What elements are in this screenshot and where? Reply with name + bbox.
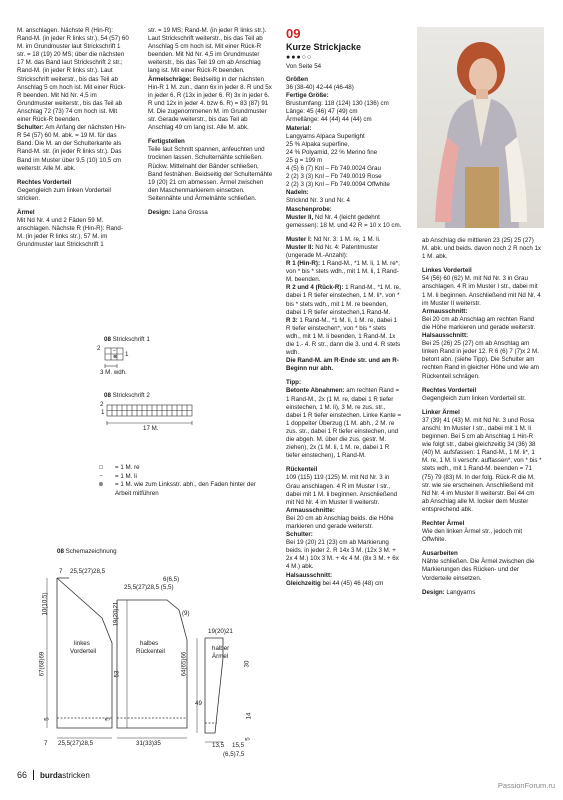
knit-symbol: – — [113, 347, 116, 354]
dimension-label: 7 — [44, 740, 48, 747]
paragraph: Bei 19 (20) 21 (23) cm ab Markierung beids. in jeder 2. R 14x 3 M. (12x 3 M. + 2x 4 M.) 10x 3 M. + 4x 4 M. (8x 3 M. + 6x 4 M.) abk. — [286, 539, 399, 571]
legend-text: = 1 M. wie zum Linksstr. abh., den Faden hinter der Arbeit mitführen — [115, 481, 256, 497]
heading-maschenprobe: Maschenprobe: — [286, 205, 332, 213]
paragraph: 37 (39) 41 (43) M. mit Nd Nr. 3 und Rosa anschl. Im Muster I str., dabei mit 1 M. li beginnen. Bei 5 cm ab Anschlag 1 Hin-R wie folgt str., dabei gleichzeitig 34 (36) 38 (40) M. aufsfassen: 1 Rand-M., 1 M. li*, 1 M. re, 1 M. li verschr. auffassen*, von * bis * stets wdh., mit 1 Rand-M. beenden = 71 (75) 79 (83) M. In der folg. Rück-R die M. str. wie sie erscheinen. Anschließend mit Nd Nr. 4 im Muster II weiterstr. Bei 44 cm ab Anschlag alle M. locker dem Muster entsprechend abk. — [422, 416, 542, 513]
heading-nadeln: Nadeln: — [286, 189, 309, 197]
paragraph: 109 (115) 119 (125) M. mit Nd Nr. 3 in Grau anschlagen. 4 R im Muster I str., dabei mit 1 M. li beginnen. Anschließend mit Nd Nr. 4 im Muster II weiterstr. — [286, 474, 398, 506]
dimension-label: 19(20)21 — [112, 601, 120, 627]
chart-2-row-label: 2 — [100, 401, 104, 408]
dimension-label: 6(6,5) — [163, 576, 180, 583]
paragraph: Gegengleich zum linken Vorderteil str. — [422, 394, 526, 402]
dimension-label: 30 — [243, 660, 251, 668]
heading-schulter: Schulter: — [286, 531, 313, 539]
paragraph: Bei 20 cm ab Anschlag beids. die Höhe markieren und gerade weiterstr. — [286, 514, 394, 530]
pattern-number: 09 — [286, 26, 301, 41]
subheading: Schulter: — [17, 124, 44, 132]
heading-groessen: Größen — [286, 76, 309, 83]
model-illustration — [417, 27, 544, 228]
paragraph — [286, 580, 402, 588]
dimension-label: 19(20)21 — [208, 628, 233, 635]
chart-2-title — [104, 392, 150, 400]
footer-divider — [33, 770, 34, 780]
dimension-label: (9) — [182, 610, 190, 617]
dimension-label: 53 — [113, 670, 121, 678]
bold-text: Die Rand-M. am R-Ende str. und am R-Beginn nur abh. — [286, 357, 399, 373]
piece-label: halbes — [140, 640, 159, 647]
chart-1-title — [104, 336, 150, 344]
text: Beidseitig in der nächsten Hin-R 1 M. zun., dann 6x in jeder 8. R und 5x in jeder 6. R (13x in jeder 6. R) 3x in jeder 6. R und 12x in jeder 4. bzw 6. R) = 83 (87) 91 M. Die zugenommenen M. im Grundmuster str. Gerade weiterstr., bis das Teil ab Anschlag 49 cm lang ist. Alle M. abk. — [148, 75, 272, 132]
design-name: Lana Grossa — [170, 208, 208, 216]
chart-1-row-label: 1 — [125, 351, 129, 358]
text-column-2 — [148, 27, 274, 217]
legend-item — [93, 481, 265, 498]
paragraph: Brustumfang: 118 (124) 130 (136) cm Länge: 45 (46) 47 (49) cm Ärmellänge: 44 (44) 44 (44) cm — [286, 100, 389, 124]
heading-rechter-aermel: Rechter Ärmel — [422, 520, 465, 527]
bold-text: R 3: — [286, 316, 298, 324]
text-column-4 — [422, 237, 542, 597]
text: 1 Rand-M., *1 M. li, 1 M. re*, von * bis * stets wdh., mit 1 M. li, 1 Rand-M. beenden. — [286, 260, 400, 284]
legend-item — [93, 464, 265, 473]
paragraph — [17, 124, 129, 173]
heading-rueckenteil: Rückenteil — [286, 466, 318, 474]
heading-aermel: Ärmel — [17, 208, 35, 216]
paragraph: Stricknd Nr. 3 und Nr. 4 — [286, 197, 350, 205]
heading-tipp: Tipp: — [286, 379, 302, 387]
chart-2-label: Strickschrift 2 — [112, 392, 150, 399]
subheading: Ärmelschräge: — [148, 75, 192, 83]
paragraph: Langyarns Alpaca Superlight 25 % Alpaka superfine, 24 % Polyamid, 22 % Merino fine 25 g = 199 m 4 (5) 6 (7) Knl – Fb 749.0024 Grau 2 (2) 3 (3) Knl – Fb 749.0019 Rose 2 (2) 3 (3) Knl – Fb 749.0094 Offwhite — [286, 132, 390, 189]
paragraph: Teile laut Schnitt spannen, anfeuchten und trocknen lassen. Schulternähte schließen. Rückw. Mittelnaht der Bänder schließen, Band festnähen. Beidseitig der Schulternähte 19 (20) 21 cm abmessen. Ärmel zwischen den Maschenmarkierern einsetzen. Seitennähte und Ärmelnähte schließen. — [148, 146, 273, 202]
dimension-label: 64(65)66 — [180, 651, 188, 677]
pattern-header — [286, 26, 406, 71]
heading-rechtes-vorderteil: Rechtes Vorderteil — [17, 178, 72, 186]
bold-text: Muster I: — [286, 235, 312, 243]
chart-1-row-label: 2 — [97, 345, 101, 352]
heading-linker-aermel: Linker Ärmel — [422, 408, 460, 416]
bold-text: R 1 (Hin-R): — [286, 260, 321, 268]
bold-text: Muster II: — [286, 243, 314, 251]
bold-text: Muster II, — [286, 213, 314, 221]
heading-material: Material: — [286, 124, 312, 132]
paragraph: 54 (56) 60 (62) M. mit Nd Nr. 3 in Grau anschlagen. 4 R im Muster I str., dabei mit 1 M. li beginnen. Anschließend mit Nd Nr. 4 im Muster II weiterstr. — [422, 275, 541, 307]
paragraph — [148, 76, 274, 133]
page-footer — [17, 770, 90, 780]
paragraph — [286, 284, 402, 316]
schema-label: Schemazeichnung — [65, 548, 117, 555]
chart-2-repeat: 17 M. — [143, 425, 159, 432]
paragraph — [286, 260, 402, 284]
dimension-label: 5 — [104, 717, 112, 721]
paragraph: Bei 20 cm ab Anschlag am rechten Rand die Höhe markieren und gerade weiterstr. — [422, 315, 536, 331]
design-credit — [148, 209, 274, 217]
dimension-label: 15,5 — [232, 742, 245, 749]
text: 1 Rand-M., *1 M. li, 1 M. re, dabei 1 R tiefer einstechen*, von * bis * stets wdh., mit 1 M. li beenden, 1 Rand-M. 1x die 1.- 4. R str., dann die 3. und 4. R stets wdh. — [286, 316, 401, 357]
chart-legend — [93, 464, 265, 498]
design-credit — [422, 589, 542, 597]
paragraph: Gegengleich zum linken Vorderteil stricken. — [17, 186, 111, 202]
paragraph — [286, 236, 402, 244]
dimension-label: 25,5(27)28,5 — [58, 740, 94, 747]
text-column-3 — [286, 76, 402, 588]
paragraph — [286, 317, 402, 357]
chart-1-repeat: 3 M. wdh. — [100, 369, 127, 376]
text: bei 44 (45) 46 (48) cm — [320, 579, 384, 587]
schema-title — [57, 548, 117, 556]
chart-2-row-label: 1 — [101, 409, 105, 416]
schema-number: 08 — [57, 548, 64, 555]
legend-symbol: − — [99, 472, 103, 480]
text: Am Anfang der nächsten Hin-R 54 (57) 60 M. abk. = 19 M. für das Band. Die M. an der Schulterkante als Rand-M. str. (in jeder R links str.). Das Band im Muster über 9,5 (10) 10,5 cm weiterstr. Alle M. abk. — [17, 124, 127, 172]
chart-1-label: Strickschrift 1 — [112, 336, 150, 343]
dimension-label: 7 — [59, 568, 63, 575]
paragraph — [286, 214, 402, 230]
pattern-title: Kurze Strickjacke — [286, 42, 362, 52]
piece-label: Vorderteil — [70, 648, 97, 655]
difficulty-rating: ●●●○○ — [286, 54, 313, 61]
heading-linkes-vorderteil: Linkes Vorderteil — [422, 267, 472, 275]
legend-item — [93, 473, 265, 482]
heading-halsausschnitt: Halsausschnitt: — [422, 332, 469, 340]
dimension-label: 49 — [195, 700, 202, 707]
dimension-label: (6,5)7,5 — [223, 751, 245, 758]
dimension-label: 5 — [244, 737, 252, 741]
bold-text: R 2 und 4 (Rück-R): — [286, 284, 344, 292]
paragraph: Mit Nd Nr. 4 und 2 Fäden 59 M. anschlagen. Nächste R (Hin-R): Rand-M. (in jeder R links str.), 57 M. im Grundmuster laut Strickschrift 1 — [17, 217, 123, 249]
heading-armausschnitte: Armausschnitte: — [286, 506, 335, 514]
dimension-label: 5 — [43, 717, 51, 721]
watermark-text: PassionForum.ru — [497, 781, 555, 790]
brand-name — [40, 771, 90, 780]
paragraph: Nähte schließen. Die Ärmel zwischen die Markierungen des Rücken- und der Vorderteile einsetzen. — [422, 558, 535, 582]
heading-halsausschnitt: Halsausschnitt: — [286, 571, 333, 579]
paragraph: 36 (38-40) 42-44 (46-48) — [286, 84, 354, 92]
legend-text: = 1 M. re — [115, 464, 140, 471]
legend-symbol: ⊗ — [98, 481, 104, 488]
page-reference: Von Seite 54 — [286, 63, 322, 70]
design-label: Design: — [148, 208, 171, 216]
piece-label: Ärmel — [212, 653, 229, 660]
chart-1-number: 08 — [104, 336, 111, 343]
piece-label: Rückenteil — [136, 648, 165, 655]
text: Nd Nr. 4 (leicht gedehnt gemessen): 18 M. und 42 R = 10 x 10 cm. — [286, 213, 402, 229]
chart-2-number: 08 — [104, 392, 111, 399]
brand-bold: burda — [40, 770, 63, 780]
dimension-label: 25,5(27)28,5 (5,5) — [124, 584, 174, 591]
heading-rechtes-vorderteil: Rechtes Vorderteil — [422, 386, 477, 394]
brand-rest: stricken — [62, 770, 90, 780]
text: Nd Nr. 4: Patentmuster (ungerade M.-Anzahl): — [286, 243, 379, 259]
paragraph: str. = 19 MS; Rand-M. (in jeder R links str.). Laut Strickschrift weiterstr., bis das Teil ab Anschlag 5 cm hoch ist. Mit einer Rück-R beenden. Mit Nd Nr. 4,5 im Grundmuster weiterstr., bis das Teil 19 cm ab Anschlag lang ist. Mit einer Rück-R beenden. — [148, 27, 267, 75]
paragraph: Bei 25 (26) 25 (27) cm ab Anschlag am linken Rand in jeder 12. R 6 (6) 7 (7)x 2 M. betont abn. (siehe Tipp). Die Schulter am rechten Rand in gleicher Höhe und wie am Rückenteil schrägen. — [422, 340, 539, 380]
text: Nd Nr. 3: 1 M. re, 1 M. li. — [311, 235, 381, 243]
paragraph — [286, 244, 402, 260]
text: am rechten Rand = 1 Rand-M., 2x (1 M. re, dabei 1 R tiefer einstechen, 1 M. li), 3 M. re zus. str., dabei 1 R tiefer einstechen. Linke Kante = 1 doppelter Überzug (1 M. abh., 2 M. re zus. str., dabei 1 R tiefer einstechen, und die abgeh. M. über die zus. gestr. M. ziehen), 2x (1 M. li, 1 M. re, dabei 1 R tiefer einstechen), 1 Rand-M. — [286, 387, 402, 460]
legend-text: = 1 M. li — [115, 472, 137, 480]
model-photo — [417, 27, 544, 228]
paragraph: Wie den linken Ärmel str., jedoch mit Offwhite. — [422, 528, 523, 544]
design-label: Design: — [422, 588, 445, 596]
dimension-label: 25,5(27)28,5 — [70, 568, 106, 575]
paragraph — [286, 387, 402, 460]
dimension-label: 31(33)35 — [136, 740, 161, 747]
bold-text: Betonte Abnahmen: — [286, 387, 345, 395]
heading-fertige-groesse: Fertige Größe: — [286, 92, 329, 100]
dimension-label: 67(68)69 — [38, 651, 46, 677]
design-name: Langyarns — [444, 588, 476, 596]
dimension-label: 14 — [245, 712, 253, 720]
legend-symbol: □ — [99, 464, 103, 471]
text: 1 Rand-M., *1 M. re, dabei 1 R tiefer einstechen, 1 M. li*, von * bis * stets wdh., mit 1 M. re beenden, dabei 1 R tiefer einstechen,1 Rand-M. — [286, 284, 401, 316]
piece-label: halber — [212, 645, 230, 652]
dimension-label: 13,5 — [212, 742, 225, 749]
bold-text: Gleichzeitig — [286, 579, 321, 587]
schema-half-back — [117, 600, 187, 728]
knit-symbol: ⊗ — [113, 354, 118, 360]
dimension-label: 10(10,5) — [41, 592, 49, 616]
text-column-1 — [17, 27, 129, 249]
page-number: 66 — [17, 770, 28, 780]
piece-label: linkes — [74, 640, 90, 647]
paragraph: M. anschlagen. Nächste R (Hin-R): Rand-M. (in jeder R links str.), 54 (57) 60 M. im Grundmuster laut Strickschrift 1 str. = 18 (19) 20 MS; über die nächsten 17 M. das Band laut Strickschrift 2 str.; Rand-M. (in jeder R links str.). Laut Strickschrift weiterstr., bis das Teil ab Anschlag 5 cm hoch ist. Mit einer Rück-R beenden. Mit Nd Nr. 4,5 im Grundmuster weiterstr., bis das Teil ab Anschlag 72 (73) 74 cm hoch ist. Mit einer Rück-R beenden. — [17, 27, 129, 124]
heading-ausarbeiten: Ausarbeiten — [422, 550, 458, 558]
paragraph: ab Anschlag die mittleren 23 (25) 25 (27) M. abk. und beids. davon noch 2 R noch 1x 1 M. abk. — [422, 237, 542, 261]
heading-fertigstellen: Fertigstellen — [148, 138, 185, 146]
heading-armausschnitt: Armausschnitt: — [422, 307, 468, 315]
